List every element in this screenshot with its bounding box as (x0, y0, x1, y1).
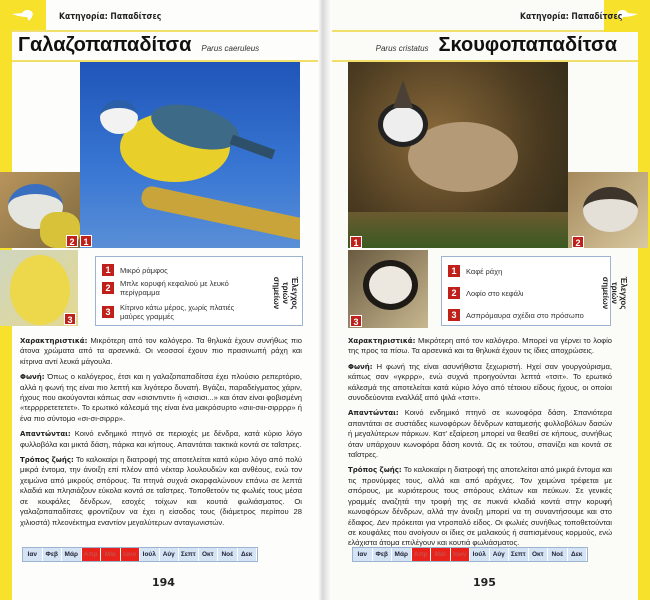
latin-name: Parus cristatus (375, 44, 429, 53)
section-text: Μικρότερη από τον καλόγερο. Μπορεί να γέρνει το λοφίο της προς τα πίσω. Τα αρσενικά και τα θηλυκά έχουν τις ίδιες αποχρώσεις. (348, 336, 612, 356)
section-text: Το καλοκαίρι η διατροφή της αποτελείται κατά κύριο λόγο από πολύ μικρά έντομα, την άνοιξη επί πλέον από νέκταρ λουλουδιών και ανθέους, ενώ τον χειμώνα από μικρούς σπόρους. Τα πτηνά συχνά σκαρφαλώνουν επάνω σε λεπτά κλαδιά και πλησιάζουν εύκολα κοντά σε ταΐστρες. Τοποθετούν τις φωλιές τους μέσα σε κουφάλες δένδρων, εσοχές τοίχων και κουτιά φωλιάσματος. Οι γαλαζοπαπαδίτσες φροντίζουν να έχει η είσοδος τους (διάμετρος περίπου 28 χιλιοστά) πλεονέκτημα εναντίον μεγαλύτερων ανταγωνιστών. (20, 455, 302, 527)
key-number: 2 (102, 282, 114, 294)
section-label: Χαρακτηριστικά: (20, 337, 88, 345)
key-text: Λοφίο στο κεφάλι (466, 288, 524, 298)
three-point-check-box (95, 256, 303, 326)
section-text: Κοινό ενδημικό πτηνό σε περιοχές με δένδρα, κατά κύριο λόγο φυλλοβόλα και μικτά δάση, πάρκα και κήπους. Απαντάται τακτικά κοντά σε ταΐστρες. (20, 429, 302, 449)
divider (12, 30, 325, 32)
month-cell: Δεκ (568, 548, 588, 561)
category-label: Κατηγορία: Παπαδίτσες (59, 12, 162, 22)
section-text: Η φωνή της είναι ασυνήθιστα ξεχωριστή. Ηχεί σαν γουργούρισμα, κάπως σαν «γκρρρ», ενώ συχνά προηγούνται λεπτά «τσιτ». Το ερωτικό κάλεσμά της αποτελείται κατά κύριο λόγο από τέτοιου είδους ήχους, οι οποίοι συνοδεύονται εναλλάξ από ψιλά «τσιτ». (348, 361, 612, 403)
title-row (18, 34, 259, 57)
species-title: Γαλαζοπαπαδίτσα (18, 34, 192, 56)
month-cell: Απρ (82, 548, 102, 561)
section-lifestyle (348, 465, 612, 548)
photo-badge-3: 3 (64, 313, 76, 325)
month-cell: Ιουν (121, 548, 141, 561)
key-label: Έλεγχος τριών σημείων (272, 276, 299, 310)
month-cell: Μάι (431, 548, 451, 561)
key-item (448, 309, 584, 321)
photo-badge-2: 2 (66, 235, 78, 247)
yellow-margin (638, 0, 650, 600)
month-cell: Απρ (412, 548, 432, 561)
key-item (102, 264, 168, 276)
month-cell: Μάρ (392, 548, 412, 561)
month-calendar (352, 547, 588, 562)
key-number: 1 (448, 265, 460, 277)
month-cell: Αύγ (160, 548, 180, 561)
month-cell: Αύγ (490, 548, 510, 561)
section-label: Τρόπος ζωής: (348, 466, 402, 475)
month-cell: Μάι (101, 548, 121, 561)
divider (325, 30, 604, 32)
month-cell: Ιούλ (470, 548, 490, 561)
key-label: Έλεγχος τριών σημείων (601, 276, 628, 310)
section-label: Φωνή: (20, 373, 45, 382)
section-text: Μικρότερη από τον καλόγερο. Τα θηλυκά έχουν συνήθως πιο άτονα χρώματα από τα αρσενικά. Οι νεοσσοί έχουν πιο πρασινωπή ράχη και κίτρινα αντί λευκά μάγουλα. (20, 336, 302, 366)
section-text: Όπως ο καλόγερος, έτσι και η γαλαζοπαπαδίτσα έχει πλούσιο ρεπερτόριο, αλλά η φωνή της είναι πιο λεπτή και λιγότερο δυνατή. Βγάζει, παραδείγματος χάριν, ήχους που ακούγονται κάπως σαν «σισιντιντι» ή «σισισι...» και όταν είναι φοβισμένη «τερρρρετετετετ». Το ερωτικό κάλεσμά της είναι ένα μακρόσυρτο «σιιι-σιιι-σιρρρρ» ή ένα πιο σύντομο «σι-σι-σιρρρ». (20, 372, 302, 423)
photo-badge-1: 1 (80, 235, 92, 247)
section-label: Απαντώνται: (20, 430, 71, 439)
key-number: 3 (102, 306, 114, 318)
key-number: 3 (448, 309, 460, 321)
species-description (20, 336, 302, 533)
month-cell: Δεκ (238, 548, 258, 561)
month-cell: Ιαν (353, 548, 373, 561)
page-number: 194 (152, 576, 175, 589)
key-text: Ασπρόμαυρα σχέδια στο πρόσωπο (466, 310, 584, 320)
month-cell: Οκτ (529, 548, 549, 561)
key-text: Μπλε κορυφή κεφαλιού με λευκό περίγραμμα (120, 279, 229, 297)
section-habitat (20, 429, 302, 450)
section-features (348, 336, 612, 357)
latin-name: Parus caeruleus (201, 44, 260, 53)
section-label: Απαντώνται: (348, 409, 399, 418)
month-cell: Ιούλ (140, 548, 160, 561)
month-cell: Σεπτ (179, 548, 199, 561)
section-habitat (348, 408, 612, 460)
month-cell: Φεβ (373, 548, 393, 561)
section-voice (20, 372, 302, 424)
section-voice (348, 362, 612, 404)
page-195 (325, 0, 650, 600)
main-photo-crested-tit (348, 62, 568, 248)
key-text: Μικρό ράμφος (120, 265, 168, 275)
three-point-check-box (441, 256, 628, 326)
title-row (325, 34, 617, 57)
month-cell: Νοέ (548, 548, 568, 561)
species-title: Σκουφοπαπαδίτσα (438, 34, 617, 56)
section-features (20, 336, 302, 367)
month-cell: Οκτ (199, 548, 219, 561)
photo-badge-3: 3 (350, 315, 362, 327)
section-text: Κοινό ενδημικό πτηνό σε κωνοφόρα δάση. Σπανιότερα απαντάται σε συστάδες κωνοφόρων δένδρων καταμεσής φυλλοβόλων δασών ή μεγαλύτερων πάρκων. Κατ' εξαίρεση μπορεί να θεαθεί σε κήπους, συνήθως όταν υπάρχουν κωνοφόρα δάση κοντά. Ως εκ τούτου, σπανίζει και κοντά σε ταΐστρες. (348, 408, 612, 460)
key-text: Κίτρινο κάτω μέρος, χωρίς πλατιές μαύρες γραμμές (120, 303, 235, 321)
main-photo-blue-tit (80, 62, 300, 248)
section-lifestyle (20, 455, 302, 528)
month-cell: Ιαν (23, 548, 43, 561)
key-number: 1 (102, 264, 114, 276)
key-item (102, 303, 252, 321)
key-item (448, 287, 523, 299)
bird-icon (12, 8, 36, 22)
photo-badge-2: 2 (572, 236, 584, 248)
category-label: Κατηγορία: Παπαδίτσες (520, 12, 623, 22)
section-label: Χαρακτηριστικά: (348, 337, 416, 345)
section-label: Τρόπος ζωής: (20, 456, 74, 465)
month-calendar (22, 547, 258, 562)
category-tab (0, 0, 46, 32)
section-text: Το καλοκαίρι η διατροφή της αποτελείται από μικρά έντομα και τις προνύμφες τους, αλλά και από αράχνες. Τον χειμώνα τρέφεται με σπόρους, με κυριότερους τους σπόρους ελάτων και πεύκων. Σε γενικές γραμμές αναζητά την τροφή της σε πυκνά κλαδιά κοντά στην κορυφή κωνοφόρων δένδρων, αλλά την άνοιξη μπορεί να τη συναντήσουμε και στο έδαφος. Δεν πρόκειται για ντροπαλό είδος. Οι φωλιές συνήθως τοποθετούνται σε κουφάλες που ανοίγουν οι ίδιες σε μαλακούς ή σαπισμένους κορμούς, ενώ ελάχιστα άτομα επιλέγουν και κουτιά φωλιάσματος. (348, 465, 612, 548)
key-number: 2 (448, 287, 460, 299)
book-spine (318, 0, 332, 600)
month-cell: Μάρ (62, 548, 82, 561)
key-text: Καφέ ράχη (466, 266, 503, 276)
month-cell: Νοέ (218, 548, 238, 561)
species-description (348, 336, 612, 554)
section-label: Φωνή: (348, 362, 373, 371)
key-item (448, 265, 502, 277)
month-cell: Φεβ (43, 548, 63, 561)
month-cell: Σεπτ (509, 548, 529, 561)
page-number: 195 (473, 576, 496, 589)
month-cell: Ιουν (451, 548, 471, 561)
key-item (102, 279, 252, 297)
photo-badge-1: 1 (350, 236, 362, 248)
